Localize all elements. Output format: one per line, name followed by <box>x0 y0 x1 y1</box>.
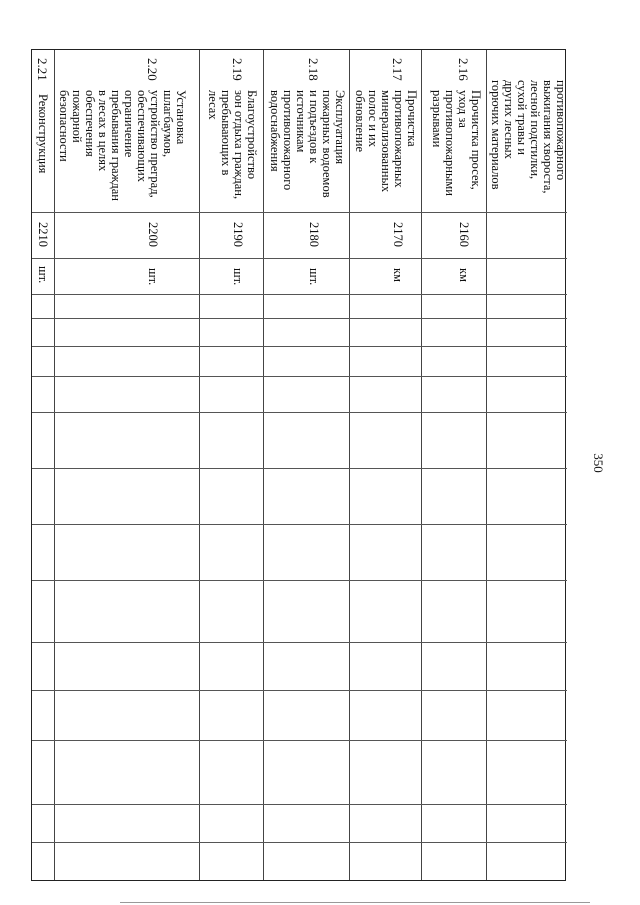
row-unit: км <box>391 268 405 282</box>
grid-line <box>32 318 567 319</box>
row-unit: шт. <box>307 268 321 286</box>
row-name: Прочистка просек, уход за противопожарными разрывами <box>430 90 483 196</box>
table-row <box>421 50 486 880</box>
row-number: 2.17 <box>390 58 405 81</box>
row-unit: км <box>457 268 471 282</box>
grid-line <box>32 690 567 691</box>
row-name: противопожарного выжигания хвороста, лесной подстилки, сухой травы и других лесных горючих материалов <box>489 80 568 194</box>
row-unit: шт. <box>231 268 245 286</box>
row-unit: шт. <box>146 268 160 286</box>
grid-line <box>32 468 567 469</box>
row-number: 2.20 <box>145 58 160 81</box>
table-row <box>199 50 263 880</box>
grid-line <box>32 258 567 259</box>
grid-line <box>32 212 567 213</box>
table-row <box>349 50 421 880</box>
grid-line <box>32 580 567 581</box>
table-row <box>32 50 54 880</box>
grid-line <box>32 294 567 295</box>
row-code: 2180 <box>307 222 321 247</box>
table-row <box>54 50 199 880</box>
grid-line <box>32 804 567 805</box>
row-code: 2170 <box>391 222 405 247</box>
row-code: 2210 <box>36 222 50 247</box>
row-code: 2190 <box>231 222 245 247</box>
row-number: 2.19 <box>230 58 245 81</box>
table-row <box>263 50 349 880</box>
page-edge-line <box>120 902 590 903</box>
grid-line <box>32 642 567 643</box>
grid-line <box>32 412 567 413</box>
grid-line <box>32 740 567 741</box>
row-name: Установка шлагбаумов, устройство преград, обеспечивающих ограничение пребывания граждан в лесах в целях обеспечения пожарной безопасности <box>57 90 188 201</box>
row-name: Эксплуатация пожарных водоемов и подъездов к источникам противопожарного водоснабжения <box>268 90 347 198</box>
grid-line <box>32 376 567 377</box>
row-code: 2160 <box>457 222 471 247</box>
row-code: 2200 <box>146 222 160 247</box>
row-name: Благоустройство зон отдыха граждан, пребывающих в лесах <box>206 90 259 200</box>
row-number: 2.18 <box>306 58 321 81</box>
grid-line <box>32 842 567 843</box>
grid-line <box>32 524 567 525</box>
table-row <box>486 50 567 880</box>
data-table <box>31 49 566 881</box>
row-name: Реконструкция <box>36 94 50 174</box>
row-number: 2.16 <box>456 58 471 81</box>
row-name: Прочистка противопожарных минерализованных полос и их обновление <box>353 90 419 193</box>
row-number: 2.21 <box>35 58 50 81</box>
row-unit: шт. <box>36 266 50 284</box>
page-number: 350 <box>591 453 606 473</box>
grid-line <box>32 346 567 347</box>
